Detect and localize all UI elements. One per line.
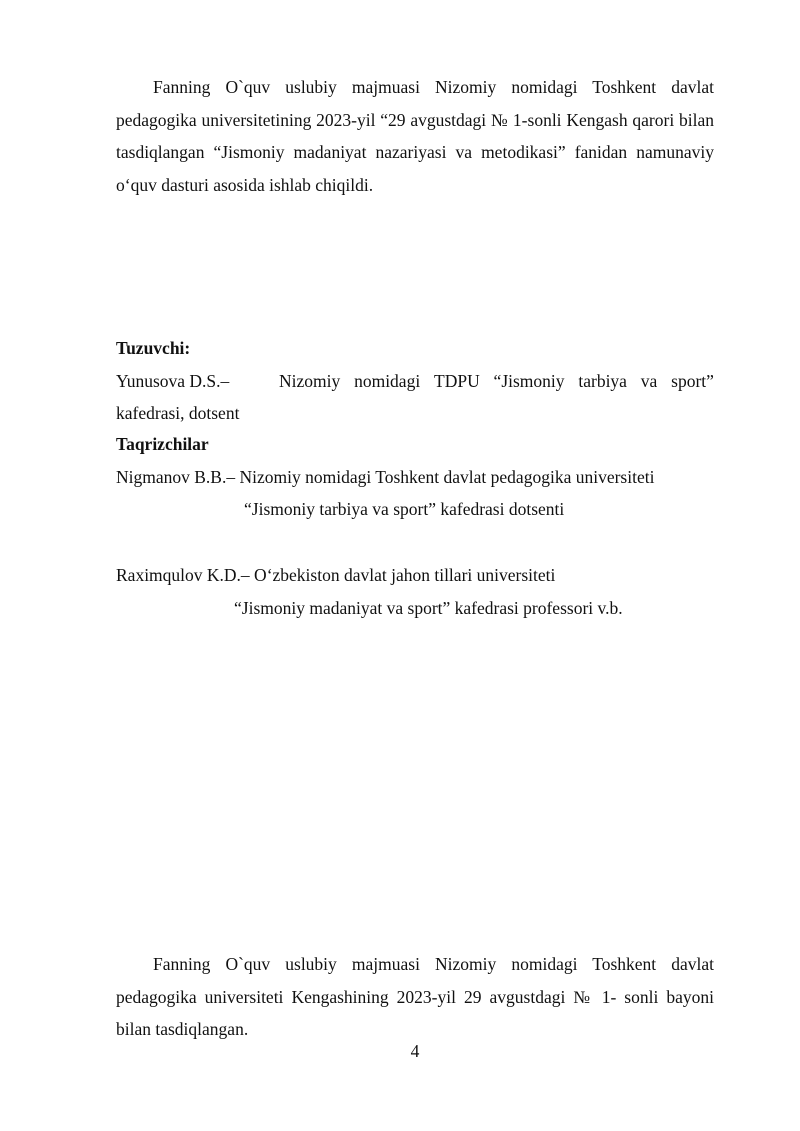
approval-paragraph: Fanning O`quv uslubiy majmuasi Nizomiy nomidagi Toshkent davlat pedagogika universiteti Kengashining 2023-yil 29 avgustdagi № 1- sonli bayoni bilan tasdiqlangan.	[116, 954, 714, 1039]
compiler-row	[116, 365, 714, 397]
compiler-name: Yunusova D.S.–	[116, 371, 230, 391]
reviewer-1-line1: Nigmanov B.B.– Nizomiy nomidagi Toshkent davlat pedagogika universiteti	[116, 467, 655, 487]
page-number: 4	[410, 1041, 420, 1061]
reviewer-2-line1: Raximqulov K.D.– O‘zbekiston davlat jahon tillari universiteti	[116, 565, 556, 585]
affiliation-word: tarbiya	[578, 371, 627, 391]
affiliation-word: TDPU	[434, 371, 480, 391]
affiliation-word: va	[640, 371, 658, 391]
reviewer-2-line2: “Jismoniy madaniyat va sport” kafedrasi professori v.b.	[234, 598, 623, 618]
compiler-heading: Tuzuvchi:	[116, 338, 191, 358]
reviewer-1-line2: “Jismoniy tarbiya va sport” kafedrasi dotsenti	[244, 499, 565, 519]
affiliation-word: sport”	[671, 371, 714, 391]
affiliation-word: “Jismoniy	[493, 371, 565, 391]
affiliation-word: Nizomiy	[279, 371, 341, 391]
reviewers-heading: Taqrizchilar	[116, 434, 209, 454]
affiliation-word: nomidagi	[354, 371, 421, 391]
compiler-affiliation	[279, 365, 714, 397]
compiler-affiliation-cont: kafedrasi, dotsent	[116, 403, 240, 423]
intro-paragraph: Fanning O`quv uslubiy majmuasi Nizomiy nomidagi Toshkent davlat pedagogika universitetining 2023-yil “29 avgustdagi № 1-sonli Kengash qarori bilan tasdiqlangan “Jismoniy madaniyat nazariyasi va metodikasi” fanidan namunaviy o‘quv dasturi asosida ishlab chiqildi.	[116, 77, 714, 195]
